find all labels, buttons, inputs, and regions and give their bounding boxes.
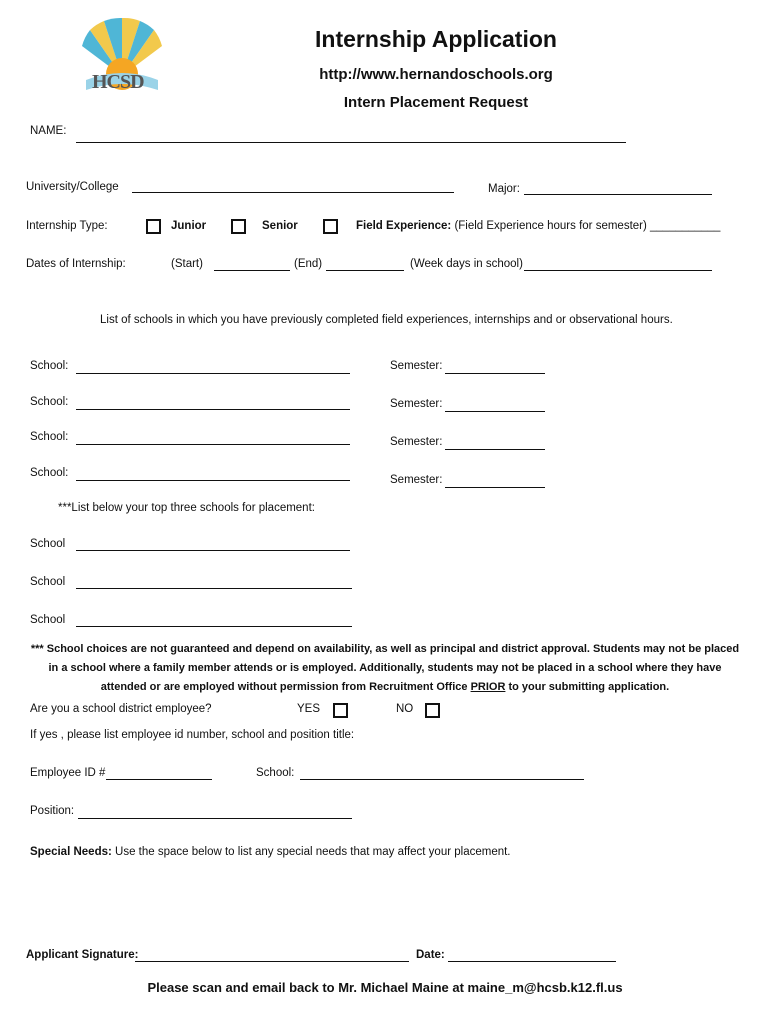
name-field[interactable] bbox=[76, 142, 626, 143]
special-needs-text: Use the space below to list any special needs that may affect your placement. bbox=[111, 846, 511, 858]
senior-checkbox[interactable] bbox=[231, 219, 246, 234]
dates-label: Dates of Internship: bbox=[26, 258, 126, 270]
major-field[interactable] bbox=[524, 194, 712, 195]
previous-school-label: School: bbox=[30, 360, 69, 372]
placement-school-label: School bbox=[30, 576, 66, 588]
website-url[interactable]: http://www.hernandoschools.org bbox=[319, 66, 553, 83]
semester-label: Semester: bbox=[390, 474, 443, 486]
no-label: NO bbox=[396, 703, 414, 715]
placement-school-field[interactable] bbox=[76, 550, 350, 551]
placement-intro: ***List below your top three schools for placement: bbox=[58, 502, 315, 514]
placement-notice bbox=[10, 640, 760, 697]
notice-line-2: in a school where a family member attends or is employed. Additionally, students may not be placed in a school where they have bbox=[48, 662, 722, 674]
semester-label: Semester: bbox=[390, 436, 443, 448]
major-label: Major: bbox=[488, 183, 520, 195]
placement-school-label: School bbox=[30, 538, 66, 550]
notice-line-3-start: attended or are employed without permission from Recruitment Office bbox=[100, 681, 471, 693]
end-label: (End) bbox=[294, 258, 323, 270]
employee-school-label: School: bbox=[256, 767, 295, 779]
university-label: University/College bbox=[26, 181, 119, 193]
notice-line-1: *** School choices are not guaranteed and depend on availability, as well as principal and district approval. Students may not be placed bbox=[30, 643, 740, 655]
junior-label: Junior bbox=[171, 220, 207, 232]
footer-instructions: Please scan and email back to Mr. Michael Maine at maine_m@hcsb.k12.fl.us bbox=[147, 980, 623, 995]
previous-school-field[interactable] bbox=[76, 409, 350, 410]
previous-school-label: School: bbox=[30, 467, 69, 479]
previous-school-field[interactable] bbox=[76, 373, 350, 374]
semester-label: Semester: bbox=[390, 398, 443, 410]
week-days-label: (Week days in school) bbox=[410, 258, 523, 270]
employee-school-field[interactable] bbox=[300, 779, 584, 780]
start-field[interactable] bbox=[214, 270, 290, 271]
prior-emphasis: PRIOR bbox=[470, 681, 506, 693]
previous-school-field[interactable] bbox=[76, 444, 350, 445]
employee-id-field[interactable] bbox=[106, 779, 212, 780]
previous-school-label: School: bbox=[30, 396, 69, 408]
special-needs-title: Special Needs: bbox=[30, 846, 112, 858]
no-checkbox[interactable] bbox=[425, 703, 440, 718]
form-subtitle: Intern Placement Request bbox=[343, 94, 529, 111]
senior-label: Senior bbox=[262, 220, 298, 232]
start-label: (Start) bbox=[171, 258, 203, 270]
semester-field[interactable] bbox=[445, 449, 545, 450]
previous-school-field[interactable] bbox=[76, 480, 350, 481]
placement-school-field[interactable] bbox=[76, 588, 352, 589]
university-field[interactable] bbox=[132, 192, 454, 193]
field-experience-title: Field Experience: bbox=[356, 220, 452, 232]
employee-id-label: Employee ID # bbox=[30, 767, 106, 779]
week-days-field[interactable] bbox=[524, 270, 712, 271]
yes-checkbox[interactable] bbox=[333, 703, 348, 718]
junior-checkbox[interactable] bbox=[146, 219, 161, 234]
semester-field[interactable] bbox=[445, 411, 545, 412]
internship-type-label: Internship Type: bbox=[26, 220, 108, 232]
notice-line-3-end: to your submitting application. bbox=[505, 681, 670, 693]
field-experience-hours: (Field Experience hours for semester) ___________ bbox=[454, 220, 721, 232]
signature-label: Applicant Signature: bbox=[26, 949, 139, 961]
special-needs-instructions bbox=[30, 846, 511, 858]
special-needs-area[interactable] bbox=[30, 866, 730, 936]
semester-label: Semester: bbox=[390, 360, 443, 372]
name-label: NAME: bbox=[30, 125, 67, 137]
position-field[interactable] bbox=[78, 818, 352, 819]
semester-field[interactable] bbox=[445, 373, 545, 374]
signature-field[interactable] bbox=[135, 961, 409, 962]
end-field[interactable] bbox=[326, 270, 404, 271]
date-field[interactable] bbox=[448, 961, 616, 962]
if-yes-instructions: If yes , please list employee id number, school and position title: bbox=[30, 729, 355, 741]
notice-line-3 bbox=[10, 678, 760, 697]
logo-text: HCSD bbox=[92, 71, 144, 93]
date-label: Date: bbox=[416, 949, 445, 961]
previous-schools-intro: List of schools in which you have previously completed field experiences, internships and or observational hours. bbox=[100, 314, 673, 326]
semester-field[interactable] bbox=[445, 487, 545, 488]
position-label: Position: bbox=[30, 805, 75, 817]
field-experience-label bbox=[356, 220, 720, 232]
employee-question: Are you a school district employee? bbox=[30, 703, 212, 715]
field-experience-checkbox[interactable] bbox=[323, 219, 338, 234]
page-title: Internship Application bbox=[315, 26, 557, 52]
placement-school-field[interactable] bbox=[76, 626, 352, 627]
yes-label: YES bbox=[297, 703, 321, 715]
district-logo bbox=[78, 16, 166, 102]
previous-school-label: School: bbox=[30, 431, 69, 443]
placement-school-label: School bbox=[30, 614, 66, 626]
